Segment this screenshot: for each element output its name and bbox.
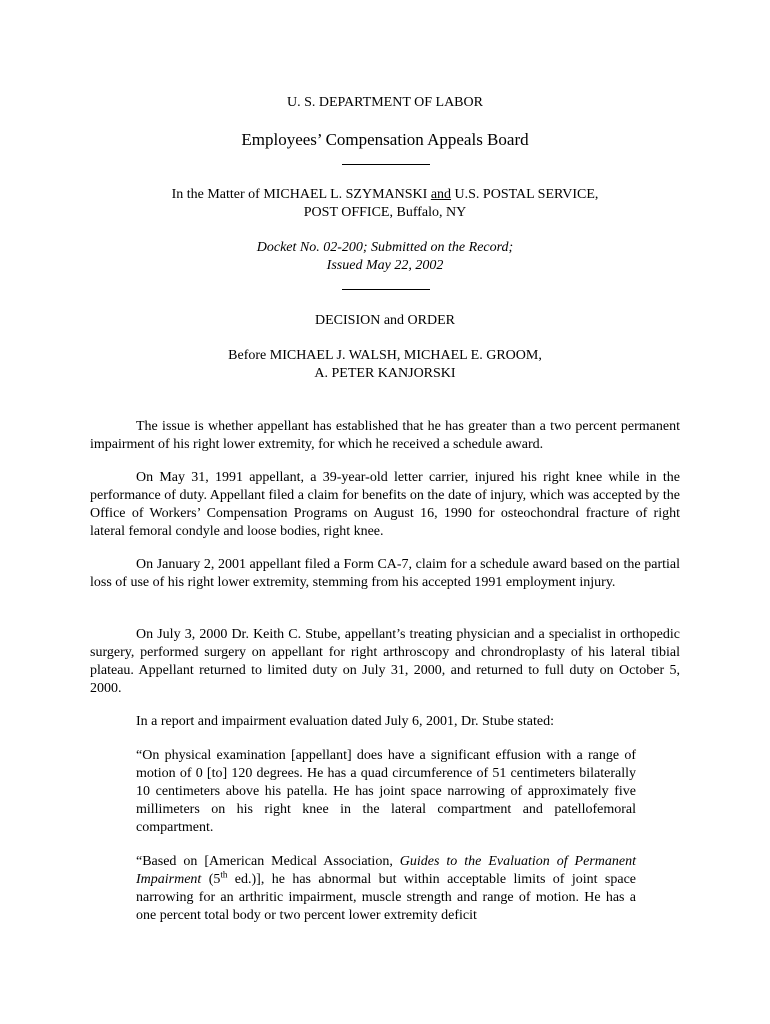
issued-line: Issued May 22, 2002 bbox=[326, 258, 444, 273]
paragraph: The issue is whether appellant has established that he has greater than a two percent permanent impairment of his right lower extremity, for which he received a schedule award. bbox=[90, 419, 680, 452]
matter-line-2: POST OFFICE, Buffalo, NY bbox=[303, 205, 467, 220]
divider-rule bbox=[342, 289, 430, 290]
department-heading: U. S. DEPARTMENT OF LABOR bbox=[287, 95, 483, 110]
paragraph: On January 2, 2001 appellant filed a Form CA-7, claim for a schedule award based on the partial loss of use of his right lower extremity, stemming from his accepted 1991 employment injury. bbox=[90, 557, 680, 590]
before-line: Before MICHAEL J. WALSH, MICHAEL E. GROOM, bbox=[228, 348, 542, 363]
paragraph: On July 3, 2000 Dr. Keith C. Stube, appellant’s treating physician and a specialist in orthopedic surgery, performed surgery on appellant for right arthroscopy and chrondroplasty of his lateral tibial plateau. Appellant returned to limited duty on July 31, 2000, and returned to full duty on October 5, 2000. bbox=[90, 627, 680, 696]
board-title: Employees’ Compensation Appeals Board bbox=[241, 130, 529, 149]
quote-text: (5 bbox=[201, 872, 221, 887]
quote-text: “Based on [American Medical Association, bbox=[136, 854, 400, 869]
paragraph: In a report and impairment evaluation dated July 6, 2001, Dr. Stube stated: bbox=[136, 714, 554, 729]
matter-line bbox=[0, 186, 770, 204]
before-line-2: A. PETER KANJORSKI bbox=[314, 366, 456, 381]
block-quote bbox=[136, 853, 636, 925]
decision-heading: DECISION and ORDER bbox=[315, 313, 455, 328]
matter-suffix: U.S. POSTAL SERVICE, bbox=[451, 187, 599, 202]
guides-title: Guides to the Evaluation of Permanent Impairment bbox=[136, 854, 636, 887]
paragraph: On May 31, 1991 appellant, a 39-year-old letter carrier, injured his right knee while in the performance of duty. Appellant filed a claim for benefits on the date of injury, which was accepted by the Office of Workers’ Compensation Programs on August 16, 1990 for osteochondral fracture of right lateral femoral condyle and loose bodies, right knee. bbox=[90, 470, 680, 539]
matter-and: and bbox=[430, 187, 452, 202]
docket-line: Docket No. 02-200; Submitted on the Record; bbox=[256, 240, 514, 255]
quote-text: ed.)], he has abnormal but within acceptable limits of joint space narrowing for an arthritic impairment, muscle strength and range of motion. He has a one percent total body or two percent lower extremity deficit bbox=[136, 872, 636, 923]
divider-rule bbox=[342, 164, 430, 165]
matter-prefix: In the Matter of MICHAEL L. SZYMANSKI bbox=[171, 187, 431, 202]
block-quote: “On physical examination [appellant] does have a significant effusion with a range of motion of 0 [to] 120 degrees. He has a quad circumference of 51 centimeters bilaterally 10 centimeters above his patella. He has joint space narrowing of approximately five millimeters on his right knee in the lateral compartment and patellofemoral compartment. bbox=[136, 748, 636, 835]
edition-superscript: th bbox=[220, 869, 228, 880]
